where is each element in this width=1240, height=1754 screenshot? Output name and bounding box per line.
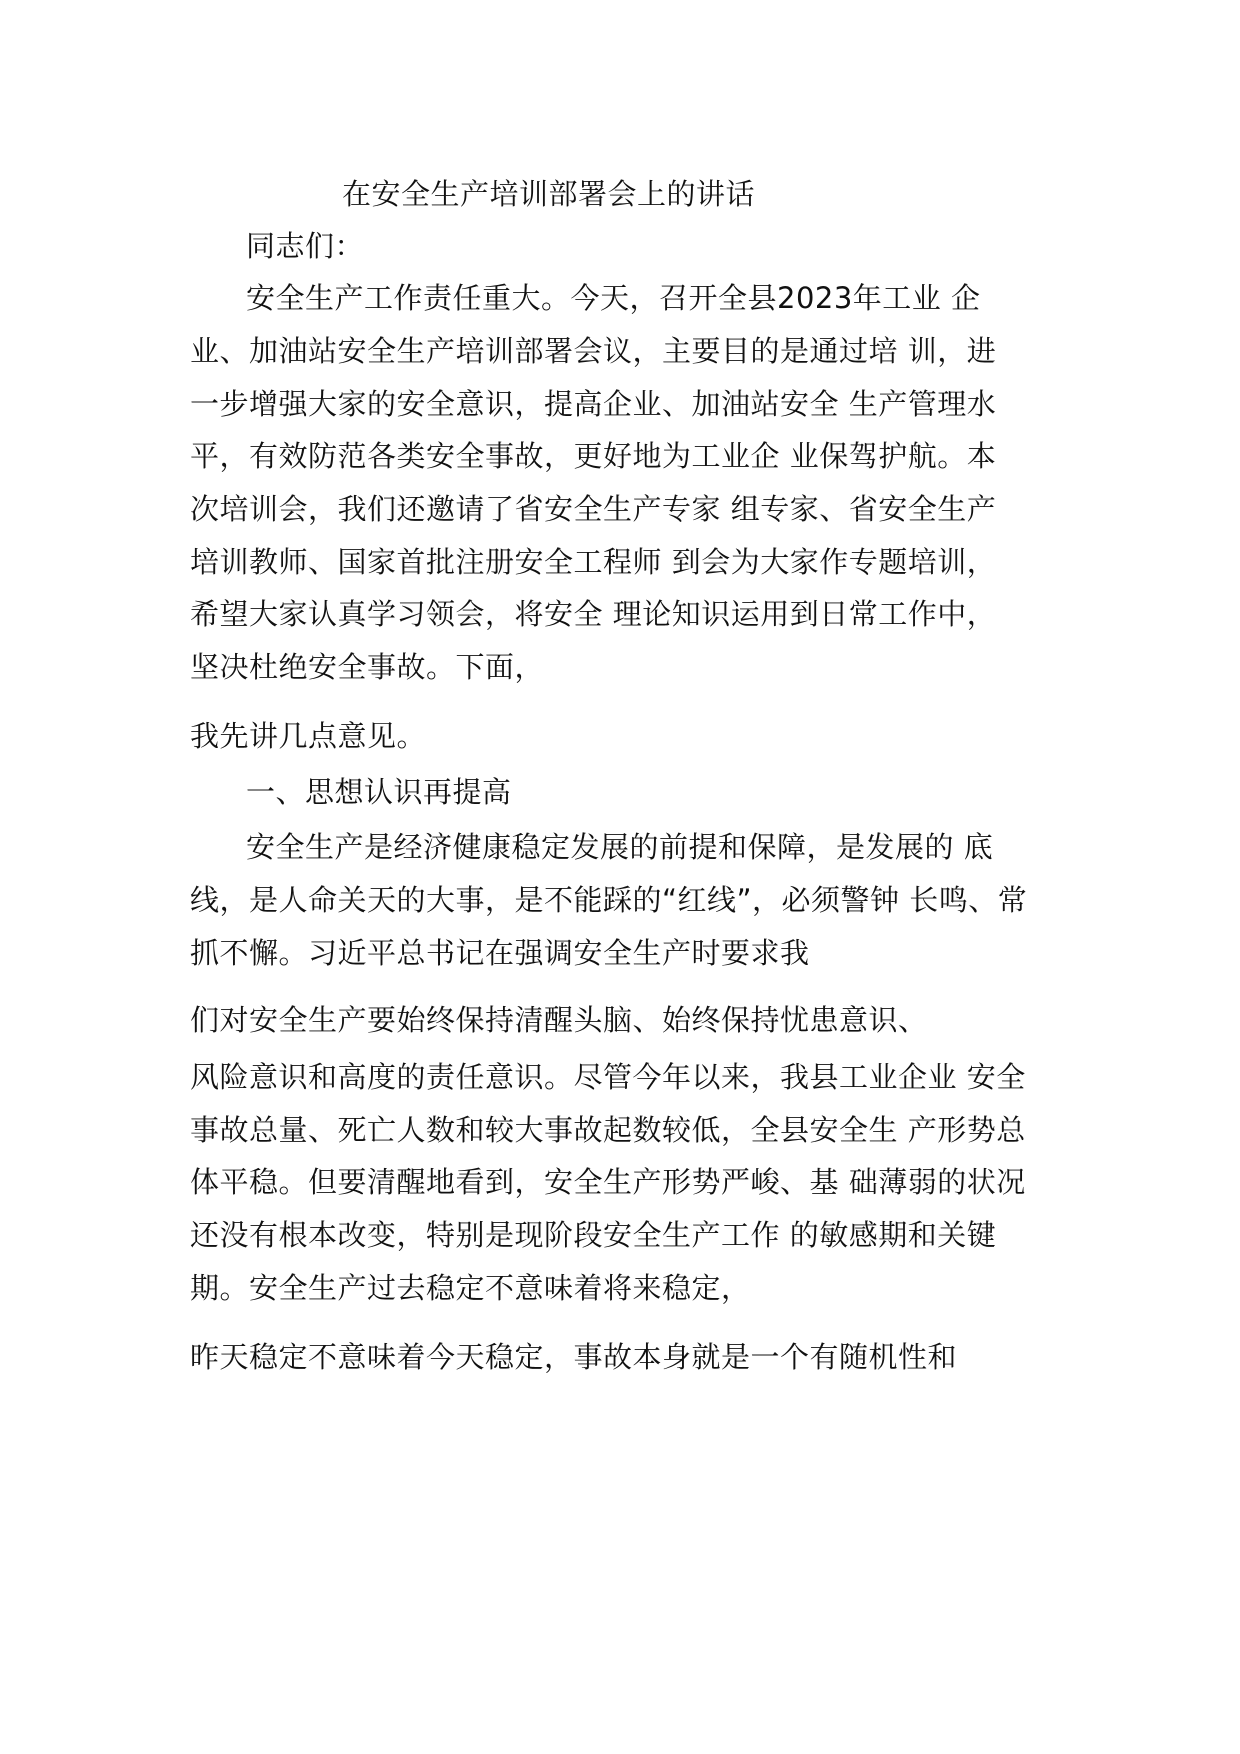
paragraph-line: 期。安全生产过去稳定不意味着将来稳定， xyxy=(190,1271,751,1305)
paragraph-line: 安全生产工作责任重大。今天，召开全县2023年工业 企 xyxy=(246,281,981,315)
document-title: 在安全生产培训部署会上的讲话 xyxy=(342,177,756,211)
paragraph-line: 安全生产是经济健康稳定发展的前提和保障，是发展的 底 xyxy=(246,830,994,864)
paragraph-line: 业、加油站安全生产培训部署会议，主要目的是通过培 训，进 xyxy=(190,334,997,368)
paragraph-line: 平，有效防范各类安全事故，更好地为工业企 业保驾护航。本 xyxy=(190,439,997,473)
section-heading: 一、思想认识再提高 xyxy=(246,775,512,809)
paragraph-line: 风险意识和高度的责任意识。尽管今年以来，我县工业企业 安全 xyxy=(190,1060,1026,1094)
paragraph-line: 希望大家认真学习领会，将安全 理论知识运用到日常工作中， xyxy=(190,597,997,631)
paragraph-line: 还没有根本改变，特别是现阶段安全生产工作 的敏感期和关键 xyxy=(190,1218,997,1252)
paragraph-line: 们对安全生产要始终保持清醒头脑、始终保持忧患意识、 xyxy=(190,1003,928,1037)
paragraph-line: 抓不懈。习近平总书记在强调安全生产时要求我 xyxy=(190,936,810,970)
paragraph-line: 一步增强大家的安全意识，提高企业、加油站安全 生产管理水 xyxy=(190,387,997,421)
paragraph-line: 体平稳。但要清醒地看到，安全生产形势严峻、基 础薄弱的状况 xyxy=(190,1165,1026,1199)
paragraph-line: 事故总量、死亡人数和较大事故起数较低，全县安全生 产形势总 xyxy=(190,1113,1026,1147)
paragraph-line: 培训教师、国家首批注册安全工程师 到会为大家作专题培训， xyxy=(190,545,997,579)
paragraph-line: 昨天稳定不意味着今天稳定，事故本身就是一个有随机性和 xyxy=(190,1340,958,1374)
paragraph-line: 次培训会，我们还邀请了省安全生产专家 组专家、省安全生产 xyxy=(190,492,997,526)
salutation: 同志们： xyxy=(246,229,365,263)
paragraph-line: 坚决杜绝安全事故。下面， xyxy=(190,650,545,684)
paragraph-line: 我先讲几点意见。 xyxy=(190,719,427,753)
paragraph-line: 线，是人命关天的大事，是不能踩的“红线”，必须警钟 长鸣、常 xyxy=(190,883,1028,917)
